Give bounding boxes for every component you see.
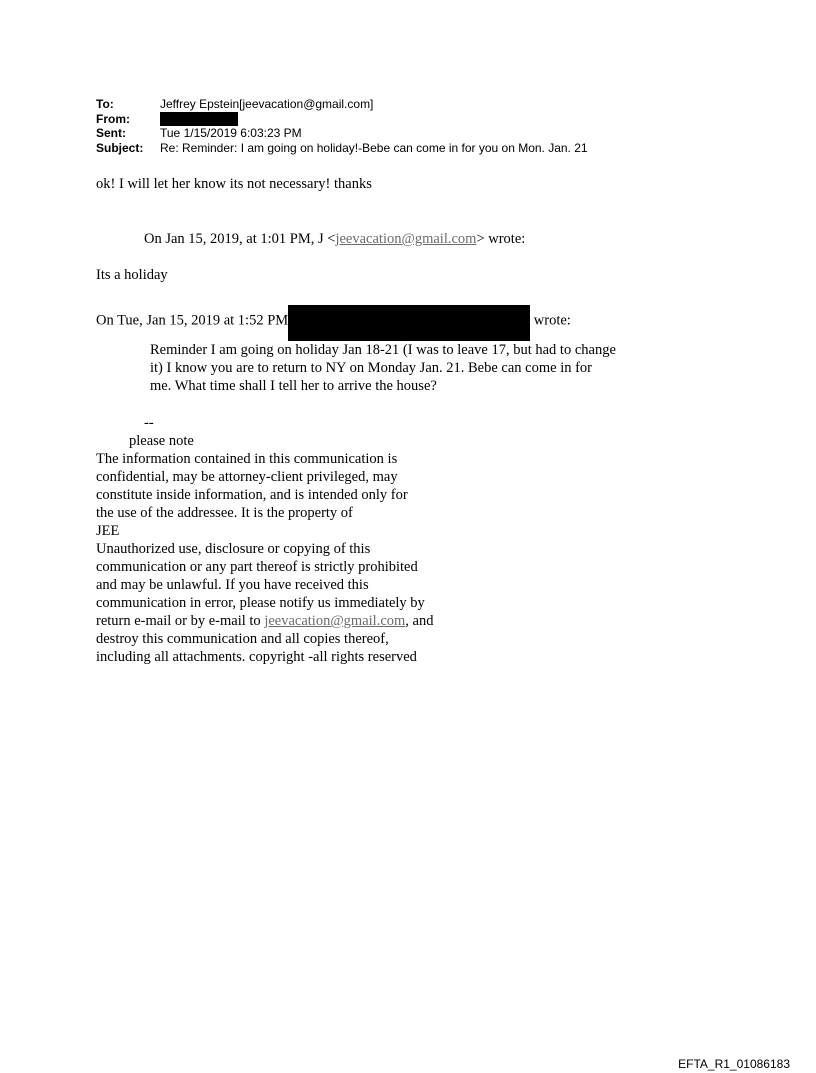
- from-row: [96, 112, 588, 127]
- quoted-line: it) I know you are to return to NY on Monday Jan. 21. Bebe can come in for: [150, 360, 593, 376]
- quoted-line: Reminder I am going on holiday Jan 18-21 (I was to leave 17, but had to change: [150, 342, 616, 358]
- subject-value: Re: Reminder: I am going on holiday!-Bebe can come in for you on Mon. Jan. 21: [160, 140, 588, 155]
- signature-note: please note: [129, 433, 194, 449]
- disclaimer-line: communication in error, please notify us immediately by: [96, 595, 425, 611]
- disclaimer-email-link[interactable]: jeevacation@gmail.com: [264, 613, 406, 629]
- disclaimer-email-line: [96, 612, 433, 630]
- quote1-prefix: On Jan 15, 2019, at 1:01 PM, J <: [144, 231, 336, 247]
- to-label: To:: [96, 97, 114, 111]
- subject-label: Subject:: [96, 140, 144, 155]
- disclaimer: [96, 450, 433, 666]
- disclaimer-line: the use of the addressee. It is the property of: [96, 505, 353, 521]
- subject-row: [96, 141, 588, 156]
- email-header: [96, 97, 588, 155]
- quote2-header: [96, 303, 571, 339]
- to-value: Jeffrey Epstein[jeevacation@gmail.com]: [160, 97, 374, 111]
- disclaimer-line: constitute inside information, and is intended only for: [96, 487, 408, 503]
- quote2-suffix: wrote:: [530, 312, 571, 329]
- disclaimer-line: JEE: [96, 523, 120, 539]
- signature-dash: --: [144, 415, 154, 431]
- sent-value: Tue 1/15/2019 6:03:23 PM: [160, 126, 302, 140]
- disclaimer-line: confidential, may be attorney-client privileged, may: [96, 469, 398, 485]
- disclaimer-line: Unauthorized use, disclosure or copying of this: [96, 541, 371, 557]
- quoted-line: me. What time shall I tell her to arrive the house?: [150, 378, 437, 394]
- disclaimer-line: and may be unlawful. If you have received this: [96, 577, 369, 593]
- disclaimer-line: destroy this communication and all copies thereof,: [96, 631, 389, 647]
- disclaimer-line: including all attachments. copyright -all rights reserved: [96, 649, 417, 665]
- sent-row: [96, 126, 588, 141]
- quote1-suffix: > wrote:: [476, 231, 526, 247]
- quoted-message: [150, 341, 616, 395]
- redaction-box: [288, 305, 530, 341]
- disclaimer-email-suffix: , and: [405, 613, 434, 629]
- redaction-box: [160, 112, 238, 126]
- quote1-text: Its a holiday: [96, 267, 168, 283]
- sent-label: Sent:: [96, 126, 126, 140]
- document-id: EFTA_R1_01086183: [678, 1057, 790, 1071]
- quote2-prefix: On Tue, Jan 15, 2019 at 1:52 PM: [96, 312, 289, 329]
- reply-text: ok! I will let her know its not necessary! thanks: [96, 176, 372, 192]
- quote1-email-link[interactable]: jeevacation@gmail.com: [335, 231, 477, 247]
- disclaimer-line: communication or any part thereof is strictly prohibited: [96, 559, 418, 575]
- quote1-header: [144, 230, 525, 248]
- from-label: From:: [96, 111, 130, 126]
- disclaimer-email-prefix: return e-mail or by e-mail to: [96, 613, 265, 629]
- to-row: [96, 97, 588, 112]
- disclaimer-line: The information contained in this communication is: [96, 451, 398, 467]
- from-value: [160, 112, 238, 127]
